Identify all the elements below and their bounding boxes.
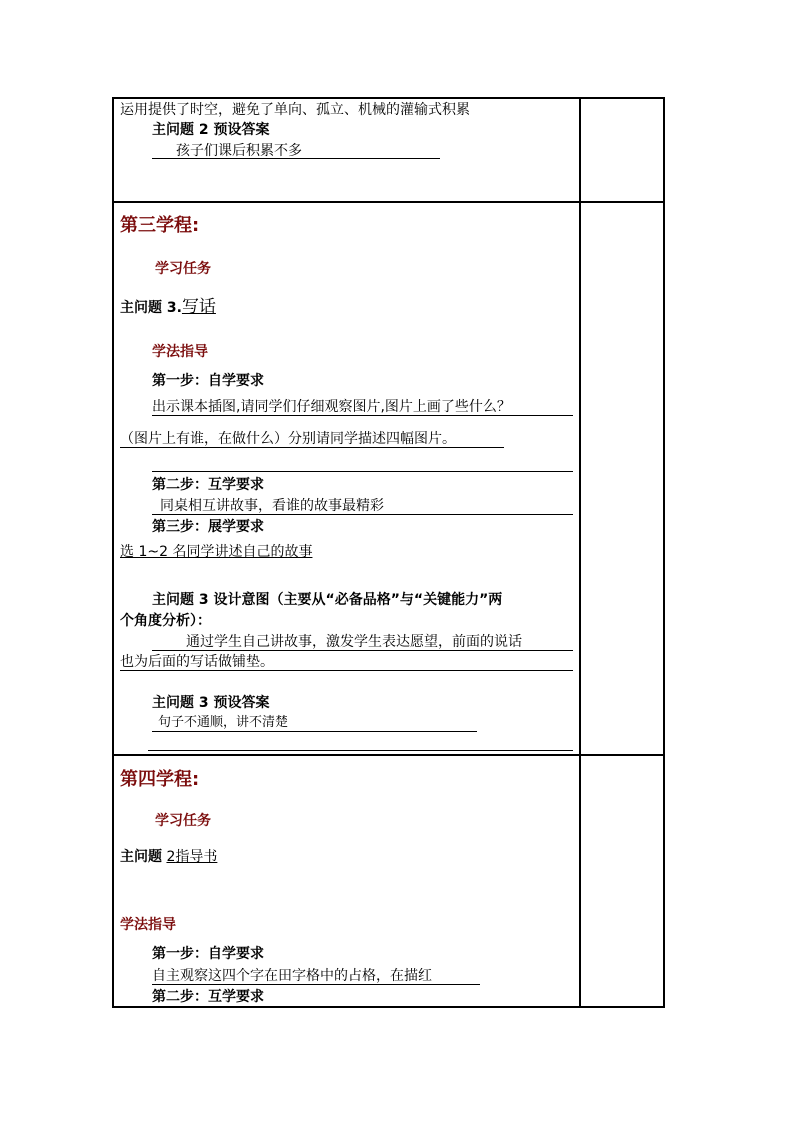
row2-main-question-title: 写话 — [181, 297, 216, 317]
row2-blank-line — [152, 471, 573, 472]
row2-design-title-1: 主问题 3 设计意图（主要从“必备品格”与“关键能力”两 — [152, 592, 503, 608]
row2-task: 学习任务 — [155, 261, 211, 277]
row1-text-line: 运用提供了时空，避免了单向、孤立、机械的灌输式积累 — [120, 102, 470, 118]
row2-answer-underline — [152, 731, 477, 732]
row3-method: 学法指导 — [120, 917, 176, 933]
row3-main-question-title: 指导书 — [175, 849, 218, 865]
row3-step2-label: 第二步：互学要求 — [152, 989, 264, 1005]
row2-step1-line1: 出示课本插图,请同学们仔细观察图片,图片上画了些什么？ — [152, 399, 511, 415]
row3-heading: 第四学程: — [120, 769, 200, 790]
table-bottom-border — [112, 1006, 664, 1008]
row2-answer-text: 句子不通顺，讲不清楚 — [158, 715, 289, 730]
row1-answer-text: 孩子们课后积累不多 — [176, 143, 302, 159]
row3-step1-underline — [152, 984, 480, 985]
row2-answer-title: 主问题 3 预设答案 — [152, 695, 270, 711]
row1-answer-title: 主问题 2 预设答案 — [152, 122, 270, 138]
row2-answer-blank-line — [148, 750, 573, 751]
row2-step3-label: 第三步：展学要求 — [152, 519, 264, 535]
table-left-border — [112, 97, 114, 1008]
row2-design-underline-2 — [120, 670, 573, 671]
row3-task: 学习任务 — [155, 813, 211, 829]
row2-design-text-2: 也为后面的写话做铺垫。 — [120, 654, 274, 670]
table-top-border — [112, 97, 664, 99]
row3-main-question — [120, 848, 217, 866]
table-right-border — [663, 97, 665, 1008]
row2-main-question — [120, 298, 216, 317]
row2-heading: 第三学程: — [120, 215, 200, 236]
row2-design-text-1: 通过学生自己讲故事，激发学生表达愿望，前面的说话 — [186, 634, 522, 650]
row2-design-underline-1 — [152, 650, 573, 651]
row2-method: 学法指导 — [152, 344, 208, 360]
row2-step2-underline — [152, 514, 573, 515]
row2-step1-underline1 — [152, 415, 573, 416]
row-divider-1 — [112, 201, 664, 203]
row2-step2-label: 第二步：互学要求 — [152, 477, 264, 493]
row2-step2-text: 同桌相互讲故事，看谁的故事最精彩 — [160, 498, 384, 514]
row3-step1-text: 自主观察这四个字在田字格中的占格，在描红 — [152, 968, 432, 984]
row3-step1-label: 第一步：自学要求 — [152, 946, 264, 962]
row3-main-question-prefix: 主问题 — [120, 849, 162, 865]
row2-main-question-prefix: 主问题 3. — [120, 300, 182, 316]
row2-step1-label: 第一步：自学要求 — [152, 373, 264, 389]
row2-step1-line2: （图片上有谁，在做什么）分别请同学描述四幅图片。 — [120, 431, 456, 447]
row1-answer-underline — [152, 158, 440, 159]
row-divider-2 — [112, 754, 664, 756]
row2-step1-underline2 — [120, 447, 504, 448]
row2-step3-text: 选 1~2 名同学讲述自己的故事 — [120, 544, 313, 560]
row2-design-title-2: 个角度分析）： — [120, 613, 211, 629]
column-divider — [579, 97, 581, 1008]
row3-main-question-num: 2 — [166, 849, 176, 865]
